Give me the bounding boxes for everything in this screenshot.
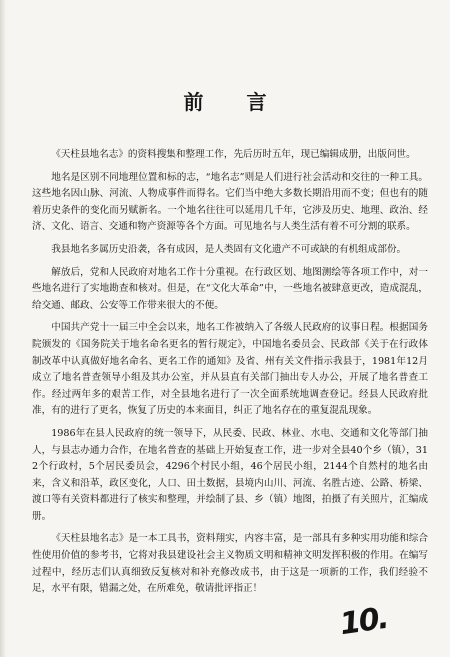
paragraph-liberation: 解放后，党和人民政府对地名工作十分重视。在行政区划、地图测绘等各项工作中，对一些地名进行了实地勘查和核对。但是，在“文化大革命”中，一些地名被肆意更改，造成混乱，给交通、邮政、公安等工作带来很大的不便。 (32, 266, 428, 311)
paragraph-census: 中国共产党十一届三中全会以来，地名工作被纳入了各级人民政府的议事日程。根据国务院颁发的《国务院关于地名命名更名的暂行规定》，中国地名委员会、民政部《关于在行政体制改革中认真做好地名命名、更名工作的通知》及省、州有关文件指示我县于，1981年12月成立了地名普查领导小组及其办公室，并从县直有关部门抽出专人办公，开展了地名普查工作。经过两年多的艰苦工作，对全县地名进行了一次全面系统地调查登记。经县人民政府批准，有的进行了更名，恢复了历史的本来面目，纠正了地名存在的重复混乱现象。 (32, 322, 428, 417)
page-title: 前 言 (183, 90, 285, 114)
document-body (32, 147, 428, 598)
handwritten-page-number: 10. (337, 600, 390, 643)
paragraph-reference-book: 《天柱县地名志》是一本工具书，资料翔实，内容丰富，是一部具有多种实用功能和综合性使用价值的参考书，它将对我县建设社会主义物质文明和精神文明发挥积极的作用。在编写过程中，经历志们认真细致反复核对和补充修改成书，由于这是一项新的工作，我们经验不足，水平有限，错漏之处，在所难免，敬请批评指正！ (32, 533, 428, 595)
paragraph-review-1986: 1986年在县人民政府的统一领导下，从民委、民政、林业、水电、交通和文化等部门抽人，与县志办通力合作，在地名普查的基础上开始复查工作，进一步对全县40个乡（镇），312个行政村，5个居民委员会，4296个村民小组，46个居民小组，2144个自然村的地名由来，含义和沿革，政区变化，人口、田土数据，县境内山川、河流、名胜古迹、公路、桥梁、渡口等有关资料都进行了核实和整理，并绘制了县、乡（镇）地图，拍摄了有关照片，汇编成册。 (32, 427, 428, 522)
paragraph-heritage: 我县地名多属历史沿袭，各有成因，是人类固有文化遗产不可或缺的有机组成部份。 (51, 243, 407, 255)
paragraph-intro: 《天柱县地名志》的资料搜集和整理工作，先后历时五年，现已编辑成册，出版问世。 (51, 149, 416, 160)
paragraph-definition: 地名是区别不同地理位置和标的志，“地名志”则是人们进行社会活动和交往的一种工具。这些地名因山脉、河流、人物成事件而得名。它们当中绝大多数长期沿用而不变；但也有的随着历史条件的变化而另赋新名。一个地名往往可以延用几千年，它涉及历史、地理、政治、经济、文化、语言、交通和物产资源等各个方面。可见地名与人类生活有着不可分割的联系。 (32, 171, 428, 233)
